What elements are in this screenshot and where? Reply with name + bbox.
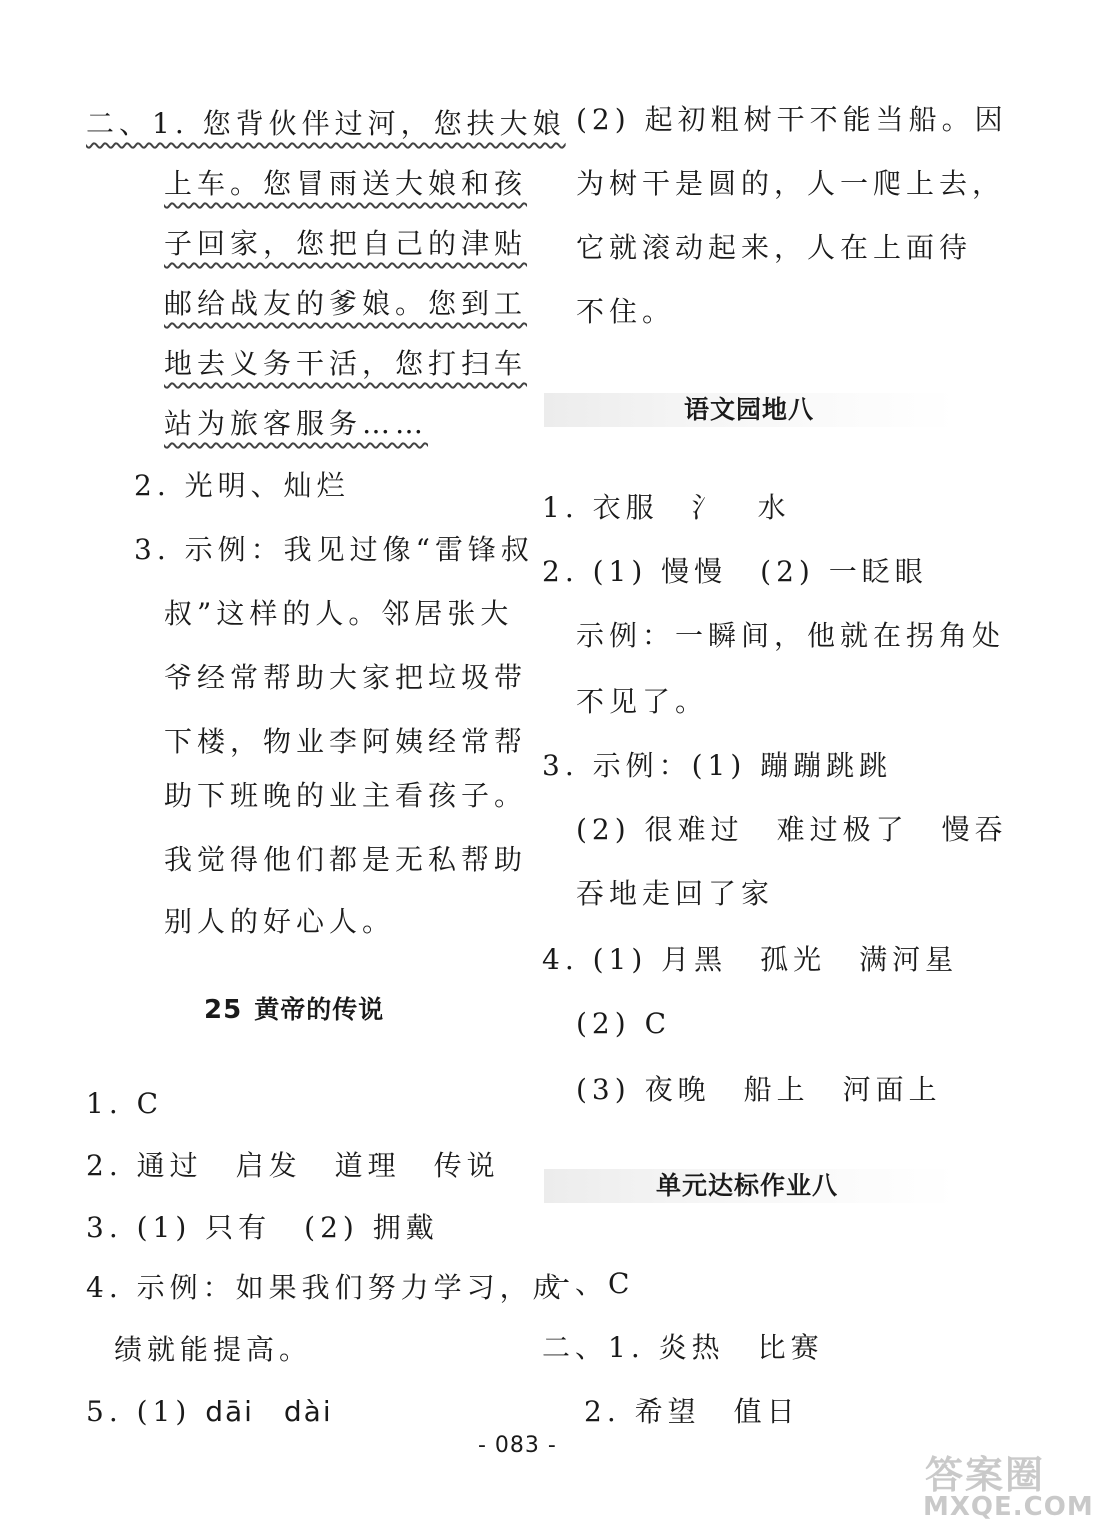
q2-answer-2: 2. 光明、灿烂 [134,469,350,502]
lesson-title: 黄帝的传说 [254,995,385,1024]
q2-line-4: 邮给战友的爹娘。您到工 [164,287,528,320]
q2-3-line-5: 助下班晚的业主看孩子。 [164,779,528,812]
lesson-answer-4-cont: 绩就能提高。 [114,1333,313,1366]
section1-line-10: (3) 夜晚 船上 河面上 [576,1073,942,1106]
section-bar-yuwen [544,393,956,427]
section2-line-2: 二、1. 炎热 比赛 [542,1331,824,1364]
section1-line-9: (2) C [576,1007,671,1040]
section2-line-1: 一、C [542,1267,635,1300]
lesson-answer-3: 3. (1) 只有 (2) 拥戴 [86,1211,439,1244]
q2-line-6: 站为旅客服务…… [164,407,429,440]
section1-line-3: 示例：一瞬间，他就在拐角处 [576,619,1006,652]
cont-line-1: (2) 起初粗树干不能当船。因 [576,103,1008,136]
section1-line-8: 4. (1) 月黑 孤光 满河星 [542,943,959,976]
lesson-answer-2: 2. 通过 启发 道理 传说 [86,1149,500,1182]
section1-line-5: 3. 示例：(1) 蹦蹦跳跳 [542,749,893,782]
q2-line-5: 地去义务干活，您打扫车 [164,347,528,380]
section1-line-6: (2) 很难过 难过极了 慢吞 [576,813,1008,846]
cont-line-3: 它就滚动起来，人在上面待 [576,231,973,264]
lesson-heading [204,992,384,1028]
section-title-unit: 单元达标作业八 [656,1171,839,1200]
page-number: - 083 - [478,1433,557,1458]
section-bar-unit [544,1169,956,1203]
section2-line-3: 2. 希望 值日 [584,1395,800,1428]
lesson-answer-5-pinyin: dāi dài [205,1395,333,1428]
q2-3-line-3: 爷经常帮助大家把垃圾带 [164,661,528,694]
q2-line-3: 子回家，您把自己的津贴 [164,227,528,260]
q2-3-line-2: 叔”这样的人。邻居张大 [164,597,514,630]
q2-3-line-1: 3. 示例：我见过像“雷锋叔 [134,533,534,566]
section1-line-2: 2. (1) 慢慢 (2) 一眨眼 [542,555,928,588]
lesson-answer-1: 1. C [86,1087,164,1120]
cont-line-2: 为树干是圆的，人一爬上去， [576,167,1006,200]
section1-line-1: 1. 衣服 氵 水 [542,491,791,524]
watermark-logo [917,1444,1094,1528]
lesson-answer-5 [86,1392,333,1432]
section1-line-4: 不见了。 [576,685,709,718]
section-title-yuwen: 语文园地八 [684,395,815,424]
lesson-number: 25 [204,995,243,1025]
lesson-answer-5-prefix: 5. (1) [86,1395,192,1428]
section1-line-7: 吞地走回了家 [576,877,775,910]
watermark-bottom: MXQE.COM [923,1492,1094,1522]
q2-3-line-7: 别人的好心人。 [164,905,396,938]
lesson-answer-4: 4. 示例：如果我们努力学习，成 [86,1271,566,1304]
q2-line-2: 上车。您冒雨送大娘和孩 [164,167,528,200]
q2-line-1: 二、1. 您背伙伴过河，您扶大娘 [86,107,566,140]
q2-3-line-4: 下楼，物业李阿姨经常帮 [164,725,528,758]
cont-line-4: 不住。 [576,295,676,328]
q2-3-line-6: 我觉得他们都是无私帮助 [164,843,528,876]
watermark-top: 答案圈 [925,1453,1046,1497]
